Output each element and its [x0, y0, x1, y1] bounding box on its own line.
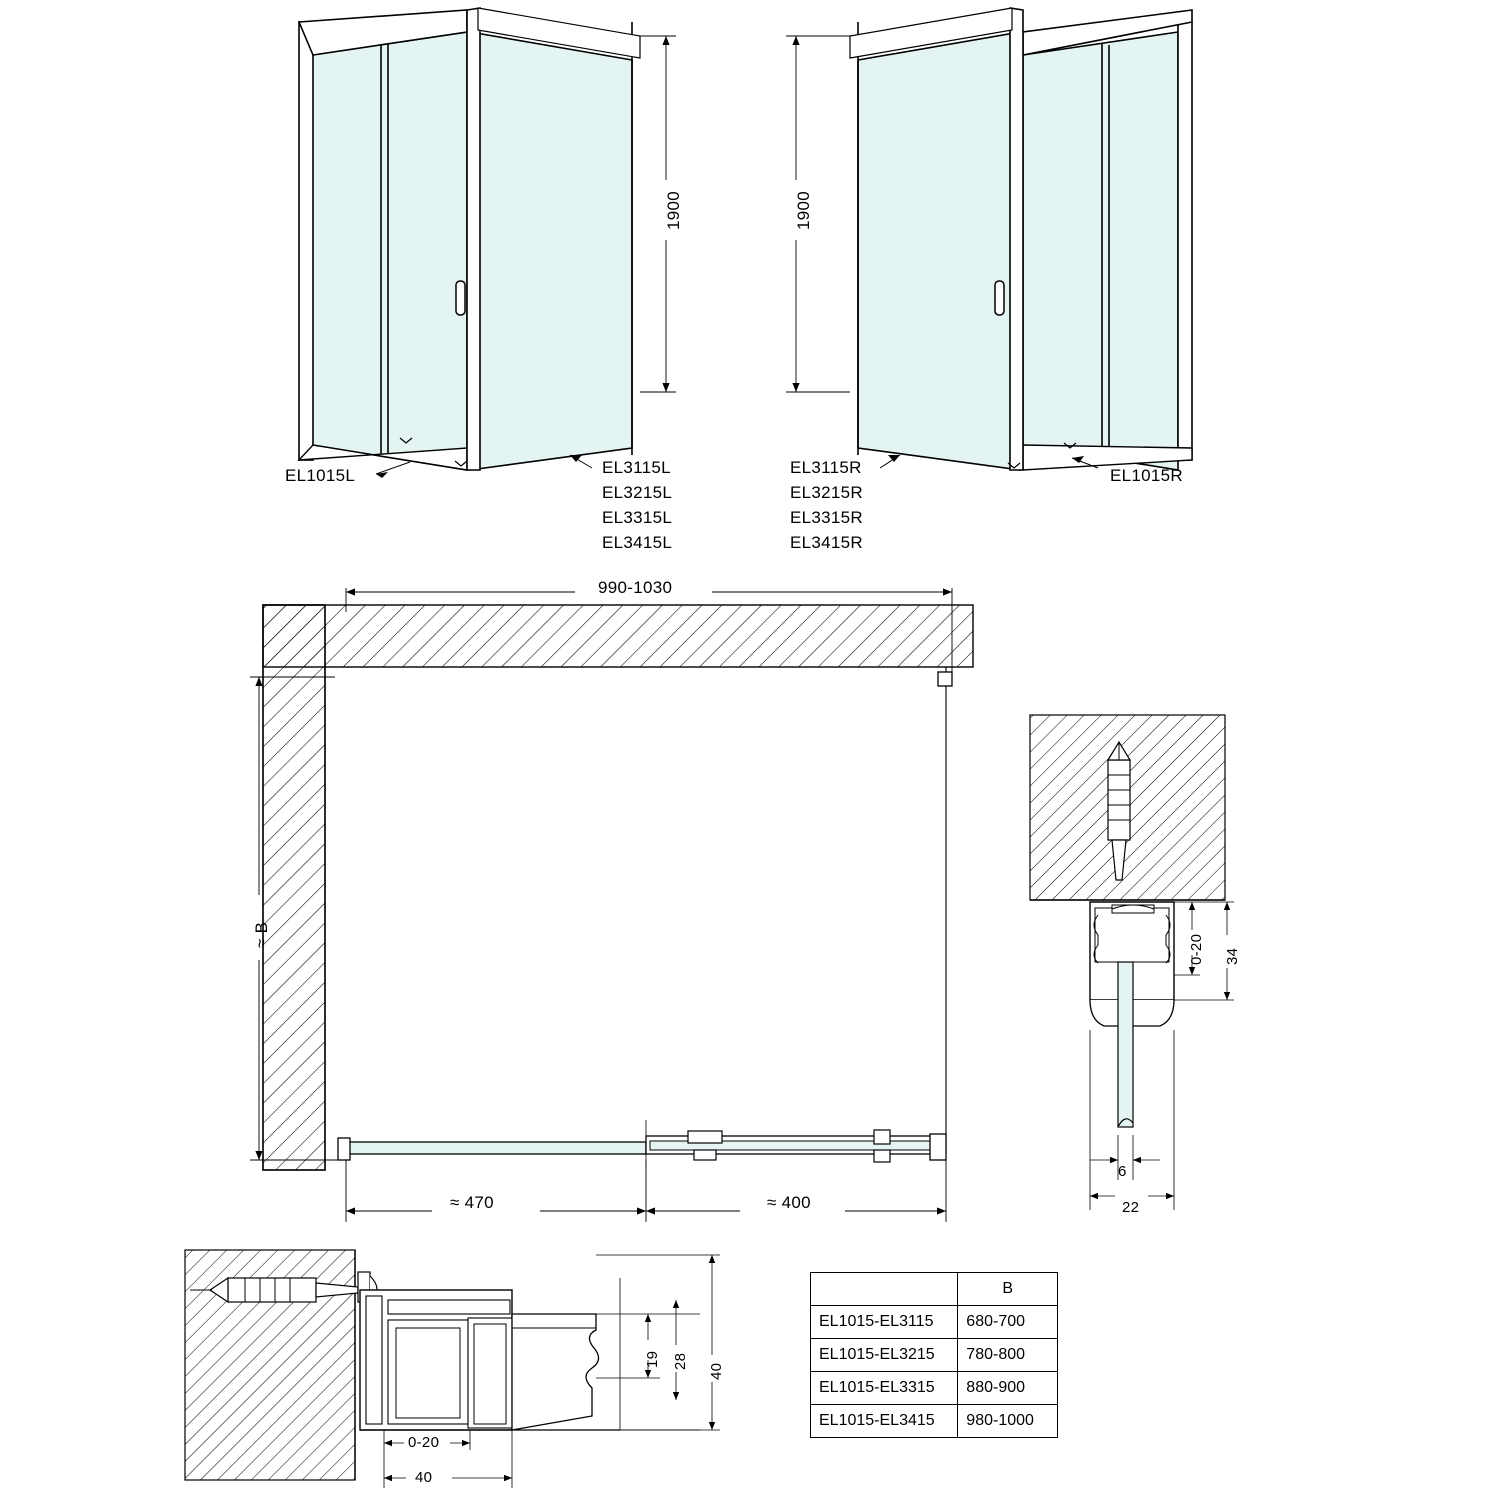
dimension-wall-adjust: 0-20 [1188, 933, 1205, 965]
table-cell-b: 880-900 [958, 1372, 1058, 1405]
detail-bottom-profile [185, 1250, 720, 1488]
label-el3115r: EL3115R [790, 458, 862, 477]
table-header-b: B [958, 1273, 1058, 1306]
table-row [811, 1306, 1058, 1339]
table-row [811, 1339, 1058, 1372]
label-el1015l: EL1015L [285, 466, 356, 485]
table-header-model [811, 1273, 958, 1306]
table-cell-model: EL1015-EL3315 [811, 1372, 958, 1405]
table-header-row [811, 1273, 1058, 1306]
dimension-plan-depth: ≈ B [252, 921, 271, 948]
label-el3115l: EL3115L [602, 458, 671, 477]
label-el3215r: EL3215R [790, 483, 863, 502]
table-row [811, 1405, 1058, 1438]
dimension-detail-19: 19 [644, 1350, 661, 1368]
dimension-detail-40-right: 40 [708, 1362, 725, 1380]
label-el3315r: EL3315R [790, 508, 863, 527]
dimension-wall-width: 22 [1122, 1199, 1140, 1216]
table-cell-b: 680-700 [958, 1306, 1058, 1339]
dimension-detail-width: 40 [415, 1469, 433, 1486]
dimension-plan-right: ≈ 400 [767, 1193, 811, 1212]
perspective-right-view [786, 8, 1192, 470]
label-el3215l: EL3215L [602, 483, 673, 502]
table-cell-model: EL1015-EL3115 [811, 1306, 958, 1339]
dimension-table [810, 1272, 1058, 1438]
dimension-plan-left: ≈ 470 [450, 1193, 494, 1212]
table-cell-b: 780-800 [958, 1339, 1058, 1372]
table-cell-model: EL1015-EL3215 [811, 1339, 958, 1372]
plan-view [250, 588, 973, 1222]
dimension-detail-28: 28 [672, 1352, 689, 1370]
perspective-left-view [299, 8, 676, 478]
dimension-glass-thickness: 6 [1118, 1163, 1127, 1180]
table-cell-b: 980-1000 [958, 1405, 1058, 1438]
table-cell-model: EL1015-EL3415 [811, 1405, 958, 1438]
dimension-height-left: 1900 [664, 190, 683, 230]
dimension-plan-width: 990-1030 [598, 578, 673, 597]
label-el1015r: EL1015R [1110, 466, 1183, 485]
dimension-detail-adjust: 0-20 [408, 1434, 440, 1451]
label-el3415l: EL3415L [602, 533, 673, 552]
dimension-wall-height: 34 [1224, 947, 1241, 965]
dimension-height-right: 1900 [794, 190, 813, 230]
label-el3315l: EL3315L [602, 508, 673, 527]
table-row [811, 1372, 1058, 1405]
label-el3415r: EL3415R [790, 533, 863, 552]
